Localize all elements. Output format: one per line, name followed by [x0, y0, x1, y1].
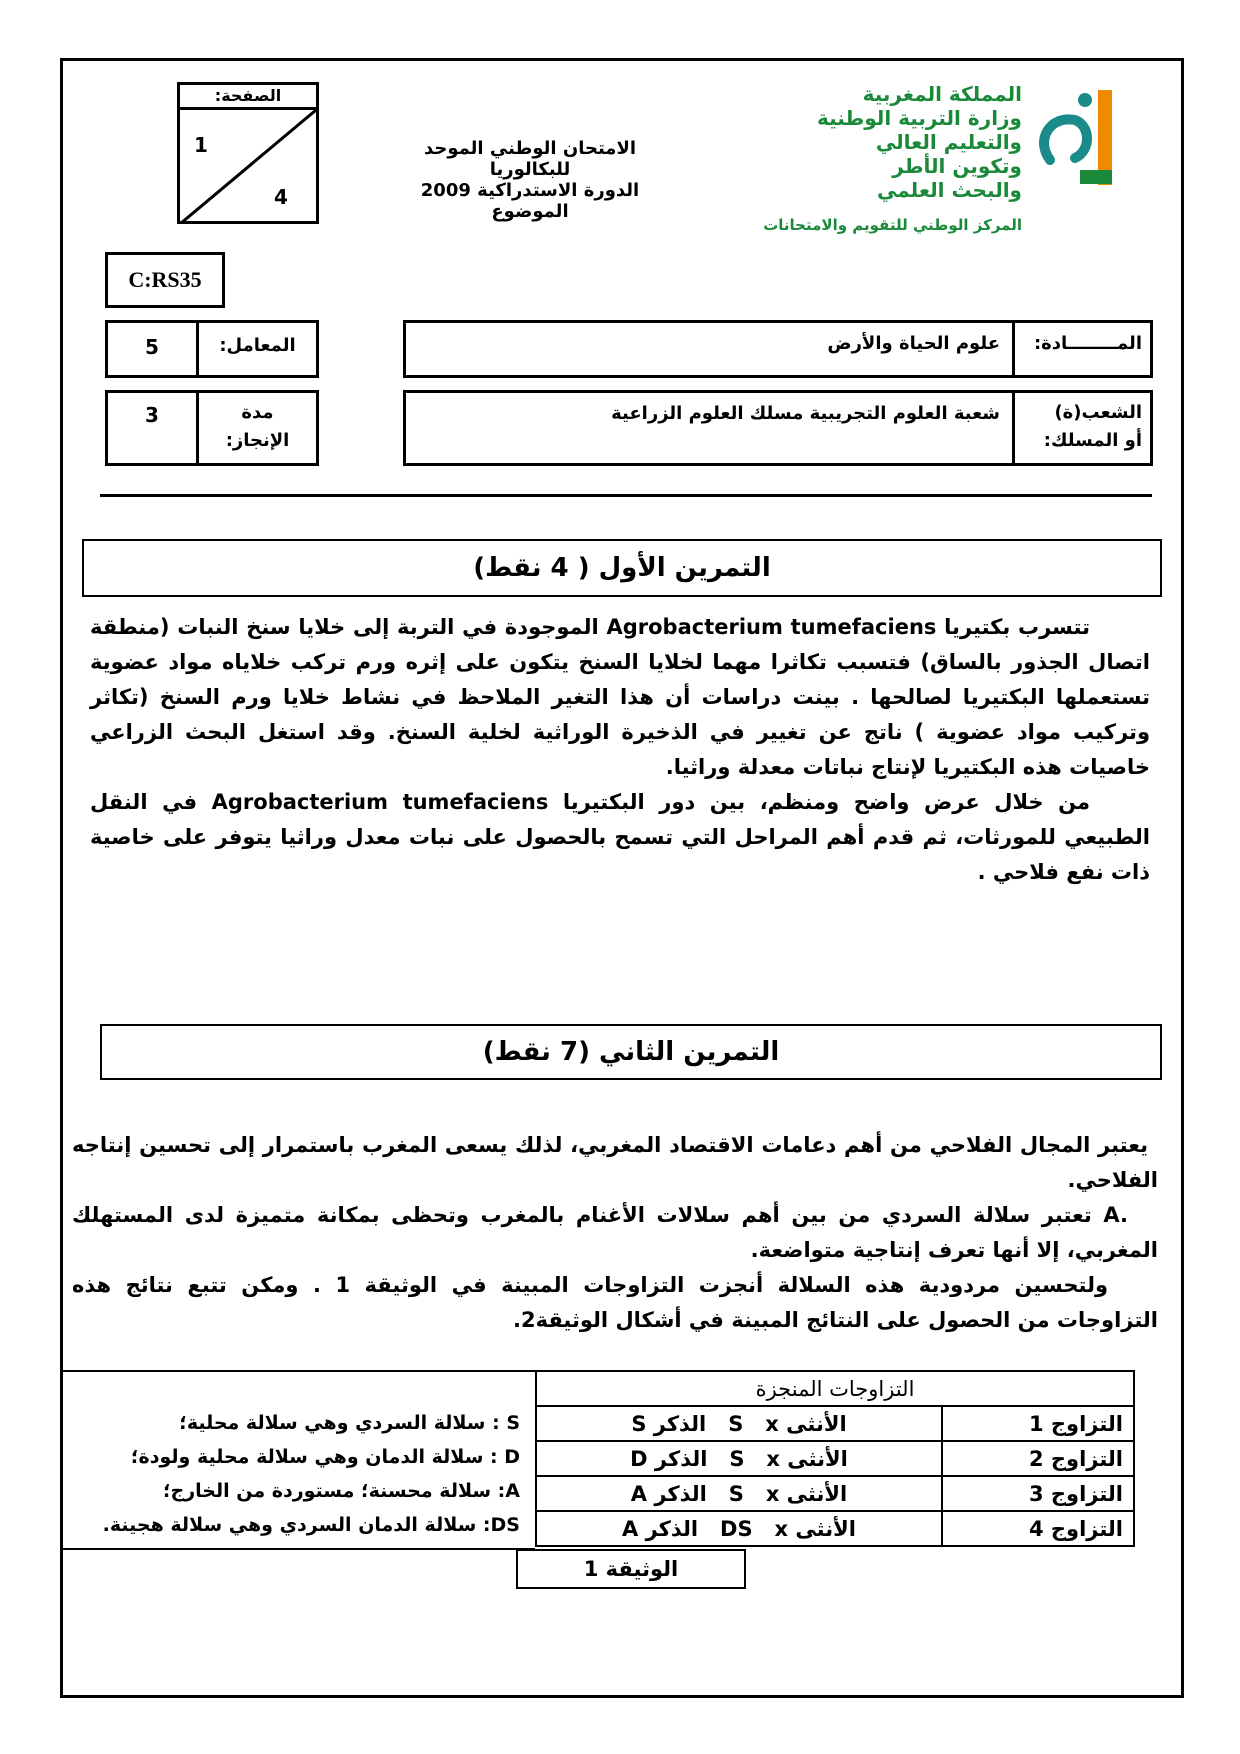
document1-bottomline — [60, 1548, 535, 1550]
page-number-box — [177, 82, 319, 224]
document1-topline — [60, 1370, 535, 1372]
legend-item-s: S : سلالة السردي وهي سلالة محلية؛ — [179, 1412, 520, 1434]
logo-ministry-2: والتعليم العالي — [875, 130, 1022, 154]
ministry-logo — [690, 80, 1130, 240]
exercise2-marker-a: A. — [1103, 1203, 1128, 1227]
cross-parents: الأنثى S x الذكر S — [536, 1406, 942, 1441]
exercise2-paragraph-2-text: تعتبر سلالة السردي من بين أهم سلالات الأغنام بالمغرب وتحظى بمكانة متميزة لدى المستهلك المغربي، إلا أنها تعرف إنتاجية متواضعة. — [72, 1203, 1158, 1262]
duration-label-1: مدة — [241, 402, 274, 423]
document1-caption: الوثيقة 1 — [516, 1549, 746, 1589]
coef-value: 5 — [145, 335, 159, 359]
logo-center: المركز الوطني للتقويم والامتحانات — [763, 216, 1022, 234]
table-row — [536, 1406, 1134, 1441]
cross-label: التزاوج 3 — [942, 1476, 1134, 1511]
logo-ministry-1: وزارة التربية الوطنية — [816, 106, 1022, 130]
exercise1-title: التمرين الأول ( 4 نقط) — [82, 539, 1162, 597]
cross-label: التزاوج 1 — [942, 1406, 1134, 1441]
page-current: 1 — [194, 133, 208, 157]
exercise1-paragraph-1: تتسرب بكتيريا Agrobacterium tumefaciens الموجودة في التربة إلى خلايا سنخ النبات (منطقة اتصال الجذور بالساق) فتسبب تكاثرا مهما لخلايا السنخ يتكون على إثره ورم تركب خلاياه مواد عضوية تستعملها البكتيريا لصالحها . بينت دراسات أن هذا التغير الملاحظ في نشاط خلايا ورم السنخ (تكاثر وتركيب مواد عضوية ) ناتج عن تغيير في الذخيرة الوراثية لخلية السنخ. وقد استغل البحث الزراعي خاصيات هذه البكتيريا لإنتاج نباتات معدلة وراثيا. — [90, 615, 1150, 779]
document1-header-row — [536, 1371, 1134, 1406]
duration-label-2: الإنجاز: — [225, 430, 290, 451]
exercise2-paragraph-1: يعتبر المجال الفلاحي من أهم دعامات الاقتصاد المغربي، لذلك يسعى المغرب باستمرار إلى تحسين إنتاجه الفلاحي. — [72, 1133, 1158, 1192]
duration-box — [105, 390, 319, 466]
page-label: الصفحة: — [180, 85, 316, 110]
page-total: 4 — [274, 185, 288, 209]
document1-header: التزاوجات المنجزة — [536, 1371, 1134, 1406]
legend-item-d: D : سلالة الدمان وهي سلالة محلية ولودة؛ — [130, 1446, 520, 1468]
document1-table — [535, 1370, 1135, 1547]
document1-legend — [70, 1406, 520, 1542]
cross-parents: الأنثى S x الذكر A — [536, 1476, 942, 1511]
exam-session: الدورة الاستدراكية 2009 — [420, 180, 640, 201]
header-divider — [100, 494, 1152, 497]
subject-label: المــــــــادة: — [1033, 333, 1142, 354]
exercise2-paragraph-3: ولتحسين مردودية هذه السلالة أنجزت التزاوجات المبينة في الوثيقة 1 . ومكن تتبع نتائج هذه التزاوجات من الحصول على النتائج المبينة في أشكال الوثيقة2. — [72, 1273, 1158, 1332]
coef-box — [105, 320, 319, 378]
branch-label-2: أو المسلك: — [1043, 430, 1142, 451]
cross-parents: الأنثى S x الذكر D — [536, 1441, 942, 1476]
logo-emblem — [1030, 80, 1130, 200]
exercise1-text — [90, 610, 1150, 890]
legend-item-a: A: سلالة محسنة؛ مستوردة من الخارج؛ — [162, 1480, 520, 1502]
cross-label: التزاوج 2 — [942, 1441, 1134, 1476]
table-row — [536, 1476, 1134, 1511]
logo-ministry-3: وتكوين الأطر — [892, 154, 1022, 178]
exercise2-text — [72, 1128, 1158, 1338]
duration-value: 3 — [145, 403, 159, 427]
legend-item-ds: DS: سلالة الدمان السردي وهي سلالة هجينة. — [102, 1514, 520, 1536]
exam-subject-label: الموضوع — [491, 201, 569, 222]
cross-parents: الأنثى DS x الذكر A — [536, 1511, 942, 1546]
subject-box — [403, 320, 1153, 378]
subject-value: علوم الحياة والأرض — [827, 333, 1000, 354]
coef-label: المعامل: — [219, 335, 296, 356]
branch-value: شعبة العلوم التجريبية مسلك العلوم الزراعية — [611, 403, 1000, 424]
exam-title: الامتحان الوطني الموحد للبكالوريا — [423, 138, 637, 180]
branch-label-1: الشعب(ة) — [1054, 402, 1142, 423]
exercise1-paragraph-2: من خلال عرض واضح ومنظم، بين دور البكتيريا Agrobacterium tumefaciens في النقل الطبيعي للمورثات، ثم قدم أهم المراحل التي تسمح بالحصول على نبات معدل وراثيا يتوفر على خاصية ذات نفع فلاحي . — [90, 790, 1150, 884]
cross-label: التزاوج 4 — [942, 1511, 1134, 1546]
exercise2-title: التمرين الثاني (7 نقط) — [100, 1024, 1162, 1080]
exam-code: C:RS35 — [105, 252, 225, 308]
logo-ministry-4: والبحث العلمي — [877, 178, 1022, 202]
branch-box — [403, 390, 1153, 466]
exercise2-paragraph-2 — [72, 1198, 1158, 1268]
logo-kingdom: المملكة المغربية — [862, 82, 1022, 106]
table-row — [536, 1511, 1134, 1546]
table-row — [536, 1441, 1134, 1476]
